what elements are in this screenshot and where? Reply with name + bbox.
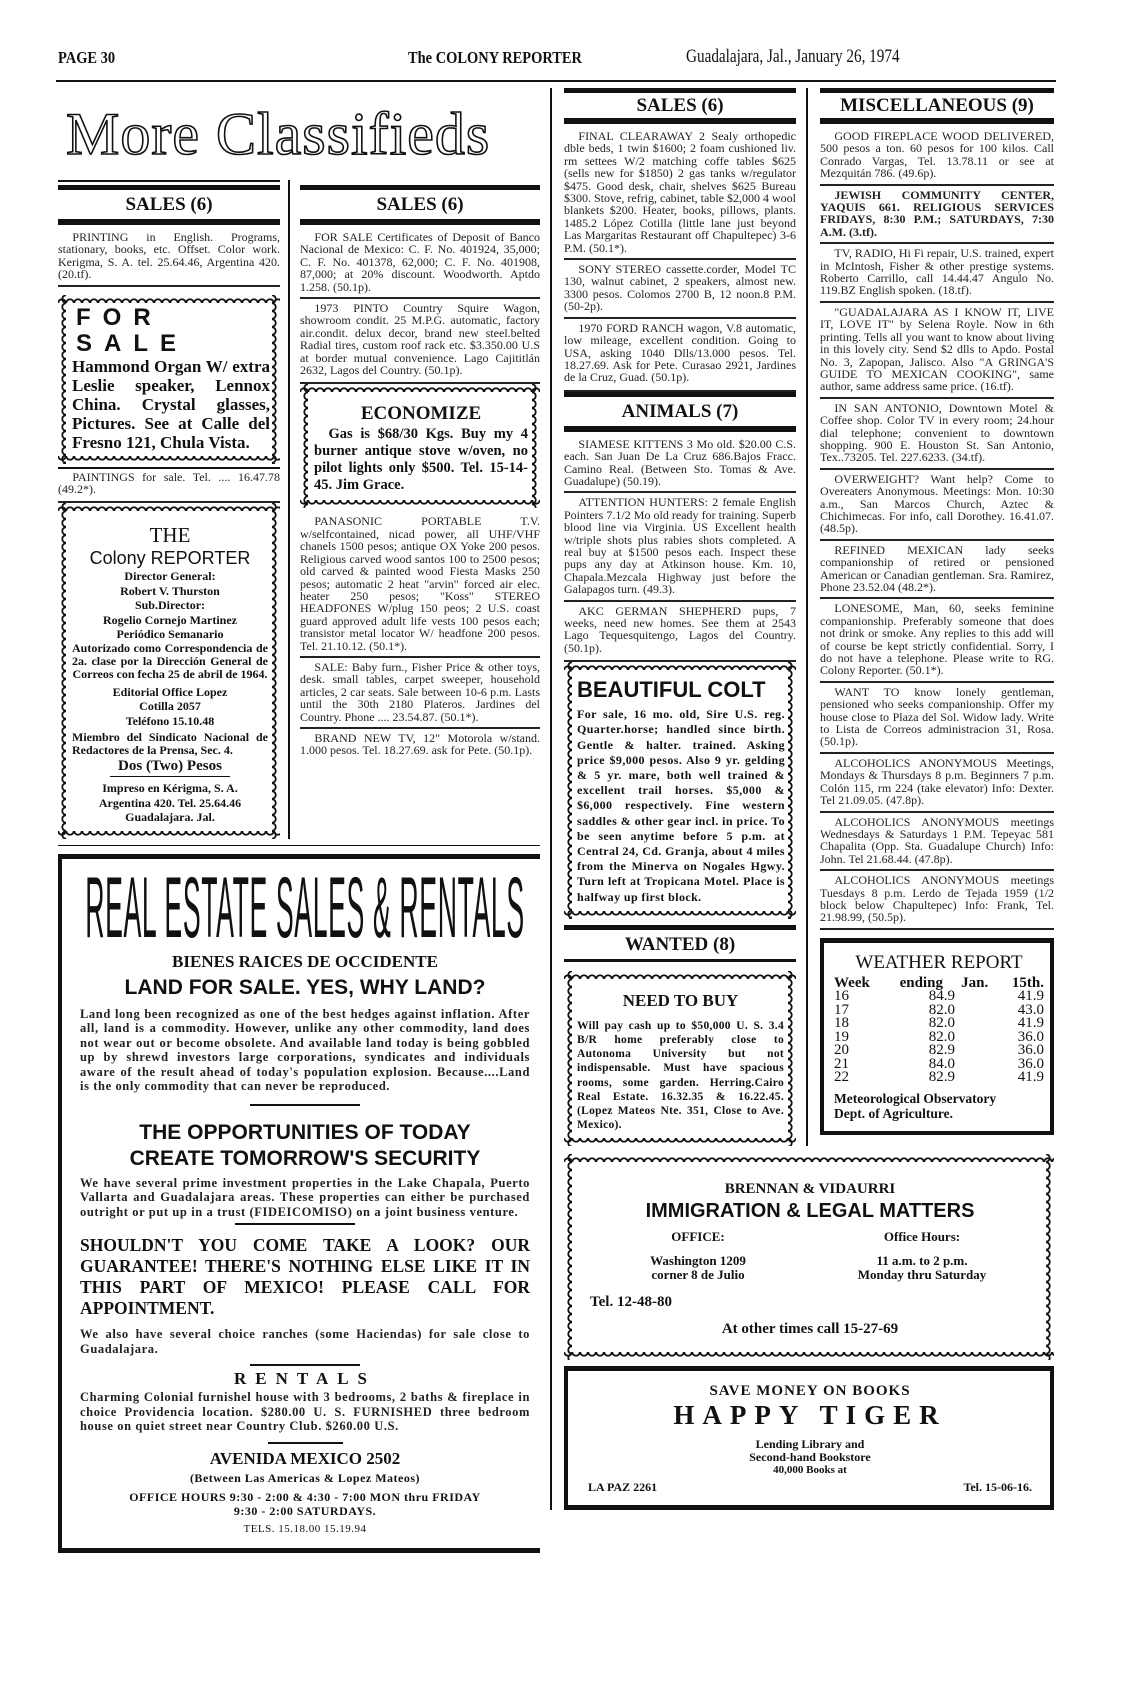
weather-low: 41.9 — [1017, 1015, 1044, 1032]
section-heading-sales: SALES (6) — [300, 185, 540, 225]
printer: Impreso en Kérigma, S. A. — [102, 781, 238, 796]
ad-certificates: FOR SALE Certificates of Deposit of Banco Nacional de Mexico: C. F. No. 401924, 35,000; C. F. No. 401378, 62,000; C. F. No. 401908, 87,000; at 20% discount. Woodworth. Aptdo 1.258. (50.1p). — [300, 228, 540, 299]
wavy-border — [300, 500, 540, 508]
firm-name: BRENNAN & VIDAURRI — [724, 1181, 896, 1198]
section-heading-sales: SALES (6) — [58, 185, 280, 225]
for-sale-title: FOR SALE — [76, 303, 189, 357]
ad-clearaway: FINAL CLEARAWAY 2 Sealy orthopedic dble beds, 1 twin $1600; 2 foam cushioned liv. rm settees W/2 matching coffe tables $625 (sells new for $1850) 2 gas tanks w/regulator $475. Good desk, chair, shelves $625 Bureau $300. Stove, refrig, cabinet, table $2,000 4 wool blankets $200. Heater, books, pillows, plants. 1485.2 López Cotilla (little lane just beyond Las Margaritas Restaurant off Chapultepec) 3-6 P.M. (50.1*). — [564, 127, 796, 260]
weather-day: 16 — [834, 988, 849, 1005]
director-name: Robert V. Thurston — [120, 583, 220, 598]
weather-report-box — [820, 938, 1054, 1135]
real-estate-title: REAL ESTATE SALES & RENTALS — [85, 859, 525, 956]
tiger-phone: Tel. 15-06-16. — [963, 1480, 1032, 1495]
colt-body: For sale, 16 mo. old, Sire U.S. reg. Quarter.horse; handled since birth. Gentle & halter. trained. Asking price $9,000 pesos. Also 9 yr. gelding & 5 yr. mare, both well trained & excellent trail horses. $5,000 & $6,000 respectively. Fine western saddles & other gear incl. in price. To be seen anytime before 5 p.m. at Central 24, Cd. Granja, about 4 miles from the Minerva on Nogales Hgwy. Turn left at Tropicana Motel. Place is halfway up first block. — [577, 707, 785, 904]
address-between: (Between Las Americas & Lopez Mateos) — [189, 1470, 421, 1485]
ad-box-real-estate — [58, 854, 540, 1553]
ad-fireplace-wood: GOOD FIREPLACE WOOD DELIVERED, 500 pesos a ton. 60 pesos for 100 kilos. Call Conrado Vargas, Tel. 13.78.11 or see at Mezquitán 786. (49.6p). — [820, 127, 1054, 186]
price — [110, 757, 230, 777]
ad-box-economize — [300, 384, 540, 508]
ad-alcoholics-3: ALCOHOLICS ANONYMOUS meetings Tuesdays 8 p.m. Lerdo de Tejada 1959 (1/2 block below Chapultepec) Info: Frank, Tel. 21.98.99, (50.5p). — [820, 871, 1054, 930]
wavy-border — [564, 1138, 796, 1146]
ad-german-shepherd: AKC GERMAN SHEPHERD pups, 7 weeks, need new homes. See them at 2543 Lago Tequesquitengo, Lagos del Country. (50.1p). — [564, 602, 796, 663]
weather-low: 36.0 — [1017, 1028, 1044, 1045]
weather-low: 41.9 — [1017, 988, 1044, 1005]
divider — [235, 1223, 355, 1225]
left-columns — [58, 180, 540, 839]
weather-row — [834, 1071, 1044, 1085]
director-label: Director General: — [124, 569, 216, 584]
ad-paintings: PAINTINGS for sale. Tel. .... 16.47.78 (49.2*). — [58, 469, 280, 504]
section-heading-wanted: WANTED (8) — [564, 925, 796, 962]
tiger-line2: Second-hand Bookstore — [749, 1450, 871, 1465]
postal-authorization: Autorizado como Correspondencia de 2a. clase por la Dirección General de Correos con fecha 25 de abril de 1964. — [72, 640, 268, 681]
ad-printing: PRINTING in English. Programs, stationary, books, etc. Offset. Color work. Kerigma, S. A. tel. 25.64.46, Argentina 420. (20.tf). — [58, 228, 280, 287]
weather-low: 41.9 — [1017, 1069, 1044, 1086]
weather-day: 21 — [834, 1055, 849, 1072]
wavy-border — [58, 456, 280, 464]
ad-lonesome: LONESOME, Man, 60, seeks feminine companionship. Preferably someone that does not drink or smoke. Any replies to this add will of course be kept strictly confidential. Sorry, I do not have a telephone. Please write to RG. Colony Reporter. (50.1*). — [820, 599, 1054, 682]
security-heading: CREATE TOMORROW'S SECURITY — [129, 1146, 481, 1170]
ad-baby-furniture: SALE: Baby furn., Fisher Price & other toys, desk. small tables, carpet sweeper, household articles, 2 car seats. Sale between 10-6 p.m. Lasts until the 30th 2180 Plateros. Jardines del Country. Phone .... 23.54.87. (50.1*). — [300, 658, 540, 729]
printer-address: Argentina 420. Tel. 25.64.46 — [98, 795, 242, 810]
wavy-border — [564, 662, 572, 919]
saturday-hours: 9:30 - 2:00 SATURDAYS. — [233, 1503, 377, 1518]
economize-body: Gas is $68/30 Kgs. Buy my 4 burner antique stove w/oven, no pilot lights only $500. Tel. 15-14-45. Jim Grace. — [314, 426, 528, 494]
real-estate-title-wrap — [80, 859, 530, 956]
wavy-border — [788, 971, 796, 1147]
ad-ford-ranch: 1970 FORD RANCH wagon, V.8 automatic, low mileage, excellent condition. Going to USA, asking 1040 Dlls/13.000 pesos. Tel. 18.27.69. Ask for Pete. Curasao 2921, Jardines de la Cruz, Guad. (50.1p). — [564, 319, 796, 392]
wavy-border — [1046, 1154, 1054, 1360]
land-paragraph: Land long been recognized as one of the best hedges against inflation. After all, land is a commodity. However, unlike any other commodity, land does not wear out or become obsolete. And available land today is being gobbled up by shrewd investors large corporations, syndicates and individuals aware of the result ahead of today's population explosion. Because....Land is the only commodity that can never be reproduced. — [80, 1006, 530, 1094]
weather-subtitle-week: Week — [834, 974, 870, 991]
tiger-name: HAPPY TIGER — [673, 1400, 947, 1431]
page-number: PAGE 30 — [58, 48, 116, 67]
wavy-border — [564, 662, 796, 670]
printer-city: Guadalajara. Jal. — [125, 810, 215, 825]
section-heading-sales: SALES (6) — [564, 88, 796, 124]
ad-guadalajara-book: "GUADALAJARA AS I KNOW IT, LIVE IT, LOVE IT" by Selena Royle. Now in 6th printing. Tells all you want to know about living in this lovely city. Send $2 dlls to Apdo. Postal No. 3, Zapopan, Jalisco. Also "A GRINGA'S GUIDE TO MEXICAN COOKING", same author, same address same price. (16.tf). — [820, 303, 1054, 399]
divider — [250, 1104, 360, 1106]
weather-source-dept: Dept. of Agriculture. — [834, 1105, 953, 1121]
office-hours — [810, 1230, 1034, 1282]
company-name: BIENES RAICES DE OCCIDENTE — [172, 951, 438, 971]
rentals-heading: RENTALS — [233, 1369, 377, 1389]
address: AVENIDA MEXICO 2502 — [209, 1448, 401, 1468]
wavy-border — [58, 295, 280, 303]
left-area — [58, 180, 540, 1553]
weather-subtitle-month: Jan. — [961, 974, 989, 991]
investment-paragraph: We have several prime investment properties in the Lake Chapala, Puerto Vallarta and Guadalajara areas. These properties can either be purchased outright or put up in a trust (FIDEICOMISO) on a joint business venture. — [80, 1175, 530, 1219]
wavy-border — [564, 971, 796, 979]
wavy-border — [564, 1352, 1054, 1360]
section-heading-miscellaneous: MISCELLANEOUS (9) — [820, 88, 1054, 124]
wavy-border — [58, 503, 66, 839]
office-corner: corner 8 de Julio — [651, 1267, 745, 1283]
office-address — [586, 1230, 810, 1282]
dateline: Guadalajara, Jal., January 26, 1974 — [686, 46, 900, 67]
hours-label: Office Hours: — [883, 1229, 961, 1245]
weather-day: 19 — [834, 1028, 849, 1045]
land-heading: LAND FOR SALE. YES, WHY LAND? — [124, 975, 486, 999]
ad-panasonic: PANASONIC PORTABLE T.V. w/selfcontained, nicad power, all UHF/VHF chanels 1500 pesos; antique OX Yoke 200 pesos. Religious carved wood santos 100 to 2500 pesos; old carved & painted wood Fiesta Masks 250 pesos; automatic 2 heat "arvin" forced air elec. heater 250 pesos; "Koss" STEREO HEADFONES W/plug 150 peos; 2 U.S. coast guard approved adult life vests 100 pesos each; transistor metal locator W/ headfone 200 pesos. Tel. 21.10.12. (50.1*). — [300, 512, 540, 657]
ads-list — [300, 512, 540, 760]
weather-high: 82.0 — [928, 1015, 955, 1032]
header-rule — [56, 80, 1056, 82]
ad-box-for-sale — [58, 295, 280, 464]
ad-box-happy-tiger — [564, 1366, 1054, 1510]
tiger-line1: Lending Library and — [755, 1437, 865, 1452]
rule — [58, 180, 280, 182]
publication-type: Periódico Semanario — [116, 627, 224, 642]
ad-tv: BRAND NEW TV, 12" Motorola w/stand. 1.000 pesos. Tel. 18.27.69. ask for Pete. (50.1p). — [300, 730, 540, 758]
weather-title: WEATHER REPORT — [855, 951, 1023, 973]
weather-low: 36.0 — [1017, 1042, 1044, 1059]
divider — [268, 1442, 343, 1444]
masthead-phone: Teléfono 15.10.48 — [125, 713, 215, 728]
ad-box-need-to-buy — [564, 971, 796, 1147]
need-title: NEED TO BUY — [622, 990, 739, 1010]
weather-day: 22 — [834, 1069, 849, 1086]
membership: Miembro del Sindicato Nacional de Redactores de la Prensa, Sec. 4. — [72, 730, 268, 758]
look-heading: SHOULDN'T YOU COME TAKE A LOOK? OUR GUARANTEE! THERE'S NOTHING ELSE LIKE IT IN THIS PART OF MEXICO! PLEASE CALL FOR APPOINTMENT. — [80, 1235, 530, 1319]
immigration-phone: Tel. 12-48-80 — [590, 1294, 672, 1311]
wavy-border — [58, 831, 280, 839]
editorial-office: Editorial Office Lopez — [112, 684, 228, 699]
weather-low: 36.0 — [1017, 1055, 1044, 1072]
economize-title: ECONOMIZE — [360, 403, 482, 425]
weather-high: 82.9 — [928, 1069, 955, 1086]
ad-sony-stereo: SONY STEREO cassette.corder, Model TC 130, walnut cabinet, 2 speakers, almost new. 3300 pesos. Colomos 2700 B, 12 noon.8 P.M. (50-2p). — [564, 260, 796, 319]
immigration-title: IMMIGRATION & LEGAL MATTERS — [645, 1200, 975, 1223]
weather-day: 20 — [834, 1042, 849, 1059]
office-label: OFFICE: — [671, 1229, 725, 1245]
weather-table — [834, 974, 1044, 1086]
office-street: Washington 1209 — [650, 1253, 746, 1269]
column-2 — [290, 180, 540, 761]
ad-pointers: ATTENTION HUNTERS: 2 female English Pointers 7.1/2 Mo old ready for training. Superb blood line via Virginia. US Excellent health w/triple shots plus rabies shots completed. A real buy at $1500 pesos each. Inspect these pups any day at Atkinson house. Km. 10, Chapala.Mezcala Highway just before the Galapagos turn. (49.3). — [564, 493, 796, 601]
section-title: More Classifieds — [66, 101, 491, 167]
weather-high: 84.0 — [928, 1055, 955, 1072]
hours-days: Monday thru Saturday — [857, 1267, 987, 1283]
weather-subtitle-day: 15th. — [1011, 974, 1044, 991]
ranches-paragraph: We also have several choice ranches (some Haciendas) for sale close to Guadalajara. — [80, 1327, 530, 1356]
office-info — [586, 1230, 1034, 1282]
column-1 — [58, 180, 290, 839]
sub-director-name: Rogelio Cornejo Martinez — [103, 612, 237, 627]
divider — [250, 1364, 360, 1366]
price-text: Dos (Two) Pesos — [118, 758, 222, 775]
tiger-address: LA PAZ 2261 — [588, 1480, 658, 1495]
tiger-tagline: SAVE MONEY ON BOOKS — [709, 1383, 911, 1400]
wavy-border — [272, 503, 280, 839]
wavy-border — [788, 662, 796, 919]
rule — [58, 845, 540, 846]
wavy-border — [300, 384, 308, 508]
ad-pinto: 1973 PINTO Country Squire Wagon, showroom condit. 25 M.P.G. automatic, factory air.condit. delux decor, brand new steel.belted Radial tires, custom roof rack etc. $3.350.00 U.S at border mutual convenience. Lago Cajititlán 2632, Lagos del Country. (50.1p). — [300, 299, 540, 384]
for-sale-body: Hammond Organ W/ extra Leslie speaker, Lennox China. Crystal glasses, Pictures. See at Calle del Fresno 121, Chula Vista. — [72, 356, 270, 452]
column-4 — [808, 88, 1054, 1135]
sub-director-label: Sub.Director: — [134, 598, 206, 613]
ad-siamese-kittens: SIAMESE KITTENS 3 Mo old. $20.00 C.S. each. San Juan De La Cruz 686.Bajos Fracc. Camino Real. (Between Sto. Tomas & Ave. Guadalupe) (50.19). — [564, 435, 796, 494]
editorial-office-address: Cotilla 2057 — [139, 699, 201, 714]
weather-high: 82.9 — [928, 1042, 955, 1059]
wavy-border — [564, 911, 796, 919]
weather-day: 18 — [834, 1015, 849, 1032]
wavy-border — [564, 1154, 1054, 1162]
ad-overeaters: OVERWEIGHT? Want help? Come to Overeaters Anonymous. Meetings: Mon. 10:30 a.m., San Marcos Church, Aztec & Chichimecas. For info, call Dorothey. 16.41.07. (48.5p). — [820, 470, 1054, 541]
weather-high: 82.0 — [928, 1028, 955, 1045]
ad-want-to-know: WANT TO know lonely gentleman, pensioned who seeks companionship. Offer my house close to Plaza del Sol. Widow lady. Write to Lista de Correos administracion 31, Rosa. (50.1p). — [820, 683, 1054, 754]
weather-low: 43.0 — [1017, 1001, 1044, 1018]
wavy-border — [272, 295, 280, 464]
rentals-paragraph: Charming Colonial furnishel house with 3 bedrooms, 2 baths & fireplace in choice Providencia location. $280.00 U. S. FURNISHED three bedroom house on quiet street near Country Club. $260.00 U.S. — [80, 1390, 530, 1434]
wavy-border — [58, 295, 66, 464]
column-3 — [564, 88, 808, 1146]
wavy-border — [300, 384, 540, 392]
ad-box-colt — [564, 662, 796, 919]
wavy-border — [58, 503, 280, 511]
right-area — [550, 88, 1054, 1510]
wavy-border — [564, 971, 572, 1147]
weather-subtitle-ending: ending — [899, 974, 943, 991]
ad-tv-repair: TV, RADIO, Hi Fi repair, U.S. trained, expert in McIntosh, Fisher & other prestige systems. Roberto Carrillo, call 14.44.47 Angulo No. 119.BZ English spoken. (18.tf). — [820, 244, 1054, 303]
wavy-border — [532, 384, 540, 508]
ad-refined-lady: REFINED MEXICAN lady seeks companionship of retired or pensioned American or Canadian gentleman. Sra. Ramirez, Phone 23.52.04 (48.2*). — [820, 541, 1054, 600]
office-hours: OFFICE HOURS 9:30 - 2:00 & 4:30 - 7:00 MON thru FRIDAY — [129, 1489, 481, 1504]
hours-time: 11 a.m. to 2 p.m. — [876, 1253, 968, 1269]
ad-jewish-center: JEWISH COMMUNITY CENTER, YAQUIS 661. RELIGIOUS SERVICES FRIDAYS, 8:30 P.M.; SATURDAYS, 7:30 A.M. (3.tf). — [820, 186, 1054, 245]
ad-alcoholics-1: ALCOHOLICS ANONYMOUS Meetings, Mondays & Thursdays 8 p.m. Beginners 7 p.m. Colón 115, rm 224 (take elevator) Info: Dexter. Tel 21.09.05. (47.8p). — [820, 754, 1054, 813]
need-body: Will pay cash up to $50,000 U. S. 3.4 B/R home preferably close to Autonoma University but not indispensable. Must have spacious rooms, some garden. Herring.Cairo Real Estate. 16.32.35 & 16.22.45. (Lopez Mateos Nte. 351, Close to Ave. Mexico). — [577, 1019, 784, 1132]
phones: TELS. 15.18.00 15.19.94 — [243, 1522, 367, 1535]
tiger-contact — [588, 1480, 1032, 1495]
wavy-border — [564, 1154, 572, 1360]
ads-list — [820, 127, 1054, 930]
ad-box-immigration — [564, 1154, 1054, 1360]
weather-high: 82.0 — [928, 1001, 955, 1018]
ad-san-antonio-motel: IN SAN ANTONIO, Downtown Motel & Coffee shop. Color TV in every room; 24.hour dial telephone; convenient to downtown shopping. 900 E. Houston St. San Antonio, Tex..73205. Tel. 227.6233. (34.tf). — [820, 399, 1054, 470]
ad-alcoholics-2: ALCOHOLICS ANONYMOUS meetings Wednesdays & Saturdays 1 P.M. Tepeyac 581 Chapalita (Opp. Sta. Guadalupe Church) Info: John. Tel 21.68.44. (47.8p). — [820, 813, 1054, 872]
masthead-box — [58, 503, 280, 839]
colt-title: BEAUTIFUL COLT — [577, 677, 766, 703]
masthead-name: Colony REPORTER — [89, 548, 251, 569]
weather-day: 17 — [834, 1001, 849, 1018]
masthead-the: THE — [149, 523, 191, 548]
tiger-line3: 40,000 Books at — [773, 1464, 847, 1477]
weather-high: 84.9 — [928, 988, 955, 1005]
right-columns — [564, 88, 1054, 1146]
weather-source: Meteorological Observatory — [834, 1090, 997, 1106]
section-heading-animals: ANIMALS (7) — [564, 392, 796, 432]
paper-name: The COLONY REPORTER — [408, 48, 582, 67]
other-times-phone: At other times call 15-27-69 — [721, 1321, 899, 1338]
opportunities-heading: THE OPPORTUNITIES OF TODAY — [139, 1120, 471, 1144]
